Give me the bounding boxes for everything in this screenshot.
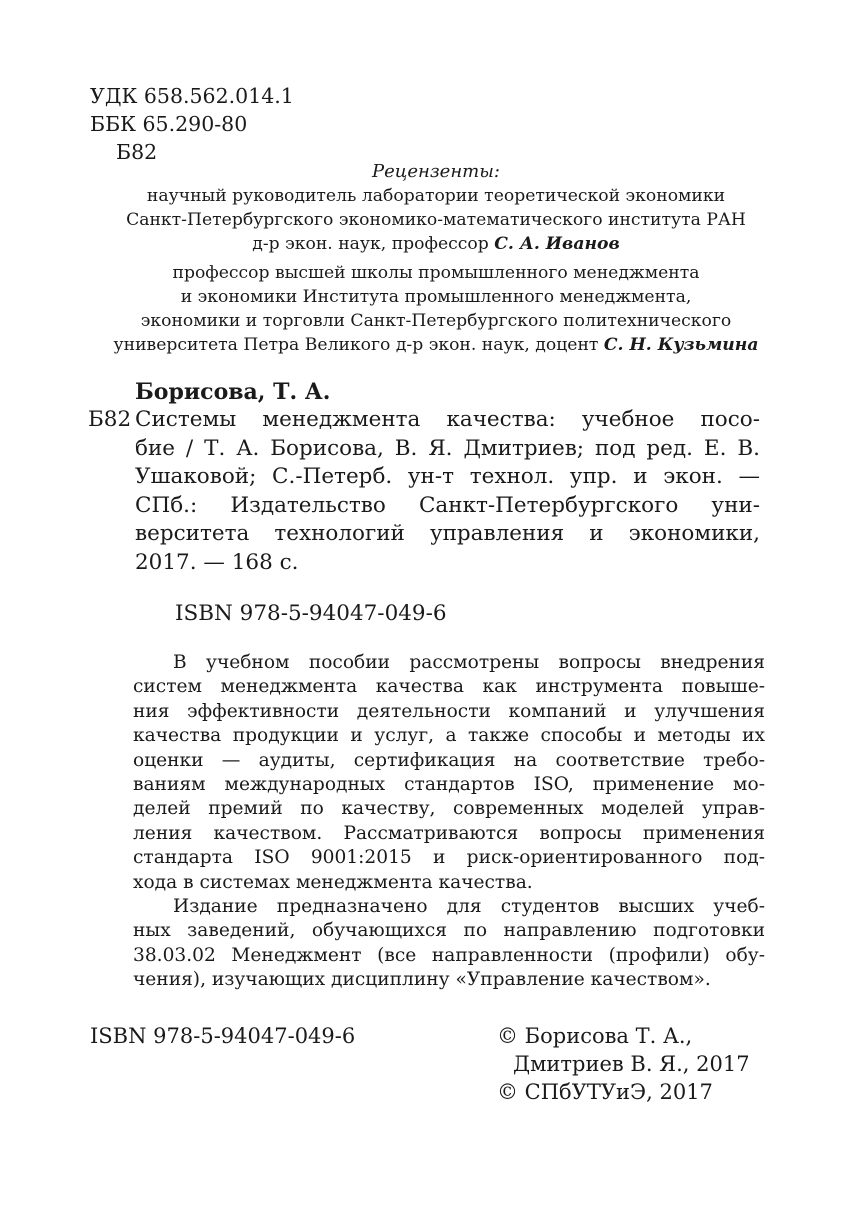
reviewer1-line1: научный руководитель лаборатории теоретической экономики (146, 186, 726, 206)
reviewer2-line1: профессор высшей школы промышленного менеджмента (172, 263, 700, 283)
annotation-line: оценки — аудиты, сертификация на соответствие требо- (133, 749, 765, 771)
reviewer2-credentials: университета Петра Великого д-р экон. наук, доцент (113, 335, 604, 355)
biblio-line: Ушаковой; С.-Петерб. ун-т технол. упр. и экон. — (135, 464, 760, 489)
author-mark: Б82 (116, 140, 158, 164)
reviewer2-line3: экономики и торговли Санкт-Петербургского политехнического (140, 311, 732, 331)
isbn-record: ISBN 978-5-94047-049-6 (175, 601, 447, 626)
bibliographic-code: Б82 (88, 407, 132, 432)
annotation-line: ваниям международных стандартов ISO, применение мо- (133, 774, 765, 796)
biblio-line: 2017. — 168 с. (135, 549, 299, 575)
annotation-line: 38.03.02 Менеджмент (все направленности (профили) обу- (133, 944, 765, 966)
reviewers-block (80, 160, 792, 357)
reviewer2-name: С. Н. Кузьмина (603, 335, 759, 355)
copyright-publisher: © СПбУТУиЭ, 2017 (497, 1080, 713, 1104)
annotation-line: ния эффективности деятельности компаний и улучшения (133, 700, 765, 722)
bbk-code: ББК 65.290-80 (90, 112, 248, 136)
annotation-line: делей премий по качеству, современных моделей управ- (133, 798, 765, 820)
annotation-line: чения), изучающих дисциплину «Управление качеством». (133, 969, 711, 991)
reviewer1-line2: Санкт-Петербургского экономико-математического института РАН (126, 210, 746, 230)
copyright-authors: © Борисова Т. А., (497, 1024, 693, 1048)
annotation (133, 651, 765, 993)
annotation-line: качества продукции и услуг, а также способы и методы их (133, 725, 765, 747)
annotation-line: ных заведений, обучающихся по направлению подготовки (133, 920, 765, 942)
reviewer1-credentials: д-р экон. наук, профессор (252, 234, 495, 254)
annotation-line: Издание предназначено для студентов высших учеб- (173, 896, 765, 918)
biblio-line: верситета технологий управления и экономики, (135, 521, 760, 546)
bibliographic-description (135, 406, 760, 577)
reviewers-title: Рецензенты: (372, 161, 500, 182)
reviewer2-line4 (80, 333, 792, 357)
footer-isbn: ISBN 978-5-94047-049-6 (90, 1024, 356, 1048)
classification-codes (90, 82, 294, 166)
copyright-block (497, 1022, 750, 1106)
copyright-authors-cont: Дмитриев В. Я., 2017 (513, 1052, 750, 1076)
annotation-line: ления качеством. Рассматриваются вопросы применения (133, 822, 765, 844)
udk-code: УДК 658.562.014.1 (90, 84, 294, 108)
biblio-line: СПб.: Издательство Санкт-Петербургского уни- (135, 492, 760, 518)
annotation-line: хода в системах менеджмента качества. (133, 871, 533, 893)
biblio-line: Системы менеджмента качества: учебное посо- (135, 407, 760, 432)
reviewer1-line3 (80, 232, 792, 256)
annotation-line: В учебном пособии рассмотрены вопросы внедрения (173, 652, 765, 673)
annotation-line: стандарта ISO 9001:2015 и риск-ориентированного под- (133, 847, 765, 869)
reviewer1-name: С. А. Иванов (494, 234, 620, 254)
annotation-line: систем менеджмента качества как инструмента повыше- (133, 676, 765, 698)
author-heading: Борисова, Т. А. (135, 379, 331, 405)
reviewer2-line2: и экономики Института промышленного менеджмента, (180, 287, 692, 307)
biblio-line: бие / Т. А. Борисова, В. Я. Дмитриев; под ред. Е. В. (135, 435, 760, 461)
